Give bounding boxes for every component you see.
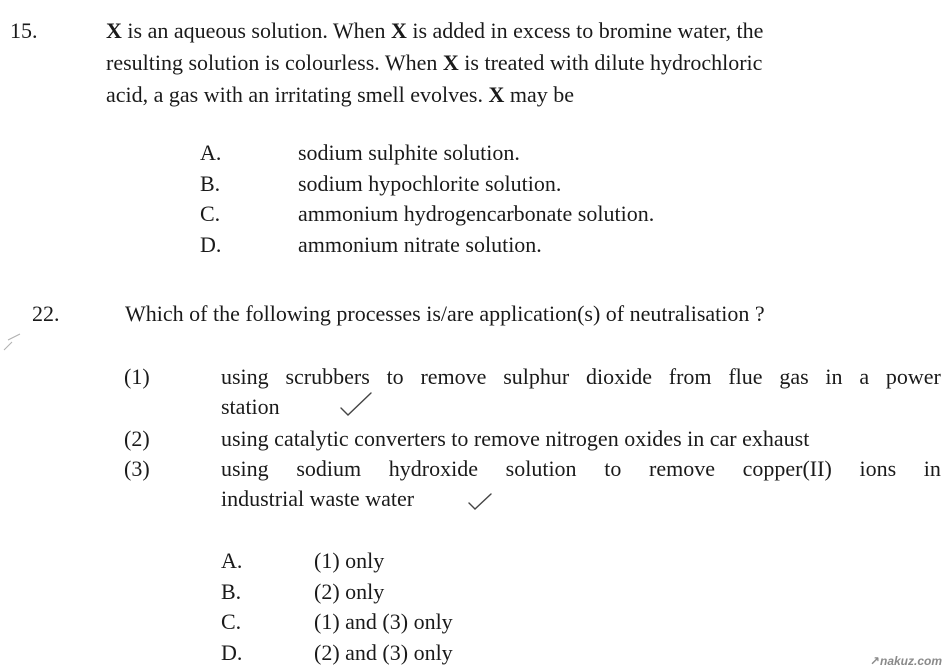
word: hydroxide [388, 456, 478, 481]
word: gas [779, 364, 809, 389]
x-symbol: X [442, 50, 459, 75]
word: scrubbers [285, 364, 370, 389]
word: remove [649, 456, 715, 481]
word: copper(II) [742, 456, 832, 481]
stem-text: resulting solution is colourless. When [106, 50, 443, 75]
statement-2-line-1: using catalytic converters to remove nitrogen oxides in car exhaust [221, 426, 810, 451]
q15-option-c-text: ammonium hydrogencarbonate solution. [298, 201, 655, 226]
word: ions [859, 456, 897, 481]
question-15-number: 15. [10, 18, 38, 43]
word: from [668, 364, 712, 389]
q15-option-b-letter: B. [200, 171, 221, 196]
q22-option-c-letter: C. [221, 609, 242, 634]
q15-option-d-letter: D. [200, 232, 222, 257]
stem-text: is an aqueous solution. When [121, 18, 391, 43]
stem-text: may be [504, 82, 575, 107]
q22-option-a-text: (1) only [314, 548, 385, 573]
q22-option-b-text: (2) only [314, 579, 385, 604]
word: to [604, 456, 622, 481]
q15-option-d-text: ammonium nitrate solution. [298, 232, 542, 257]
q15-option-a-letter: A. [200, 140, 222, 165]
tick-mark-icon [466, 492, 494, 512]
statement-3-line-1 [221, 456, 941, 482]
word: solution [505, 456, 577, 481]
pencil-mark-icon [0, 328, 26, 354]
q15-option-c-letter: C. [200, 201, 221, 226]
statement-1-line-2: station [221, 394, 280, 419]
word: a [859, 364, 870, 389]
word: power [885, 364, 941, 389]
statement-3-line-2: industrial waste water [221, 486, 415, 511]
watermark [870, 654, 942, 668]
question-22-number: 22. [32, 301, 60, 326]
q22-option-c-text: (1) and (3) only [314, 609, 453, 634]
statement-1-label: (1) [124, 364, 150, 389]
q22-option-b-letter: B. [221, 579, 242, 604]
x-symbol: X [488, 82, 505, 107]
word: in [923, 456, 941, 481]
word: remove [420, 364, 487, 389]
q15-option-b-text: sodium hypochlorite solution. [298, 171, 562, 196]
question-22-stem: Which of the following processes is/are application(s) of neutralisation ? [125, 301, 765, 326]
word: sulphur [503, 364, 570, 389]
word: using [221, 364, 269, 389]
x-symbol: X [106, 18, 122, 43]
tick-mark-icon [338, 390, 374, 418]
word: dioxide [586, 364, 652, 389]
word: sodium [296, 456, 362, 481]
word: flue [728, 364, 763, 389]
q15-option-a-text: sodium sulphite solution. [298, 140, 520, 165]
watermark-text: nakuz.com [879, 654, 942, 668]
question-15-stem-line-2 [106, 50, 762, 76]
word: to [386, 364, 404, 389]
question-15-stem-line-1 [106, 18, 763, 44]
x-symbol: X [390, 18, 407, 43]
stem-text: is treated with dilute hydrochloric [458, 50, 763, 75]
q22-option-a-letter: A. [221, 548, 243, 573]
word: using [221, 456, 269, 481]
statement-3-label: (3) [124, 456, 150, 481]
stem-text: acid, a gas with an irritating smell evolves. [106, 82, 489, 107]
stem-text: is added in excess to bromine water, the [406, 18, 764, 43]
statement-1-line-1 [221, 364, 941, 390]
q22-option-d-letter: D. [221, 640, 243, 665]
q22-option-d-text: (2) and (3) only [314, 640, 453, 665]
question-15-stem-line-3 [106, 82, 574, 108]
watermark-logo-icon: ↗ [869, 654, 880, 668]
statement-2-label: (2) [124, 426, 150, 451]
word: in [825, 364, 843, 389]
